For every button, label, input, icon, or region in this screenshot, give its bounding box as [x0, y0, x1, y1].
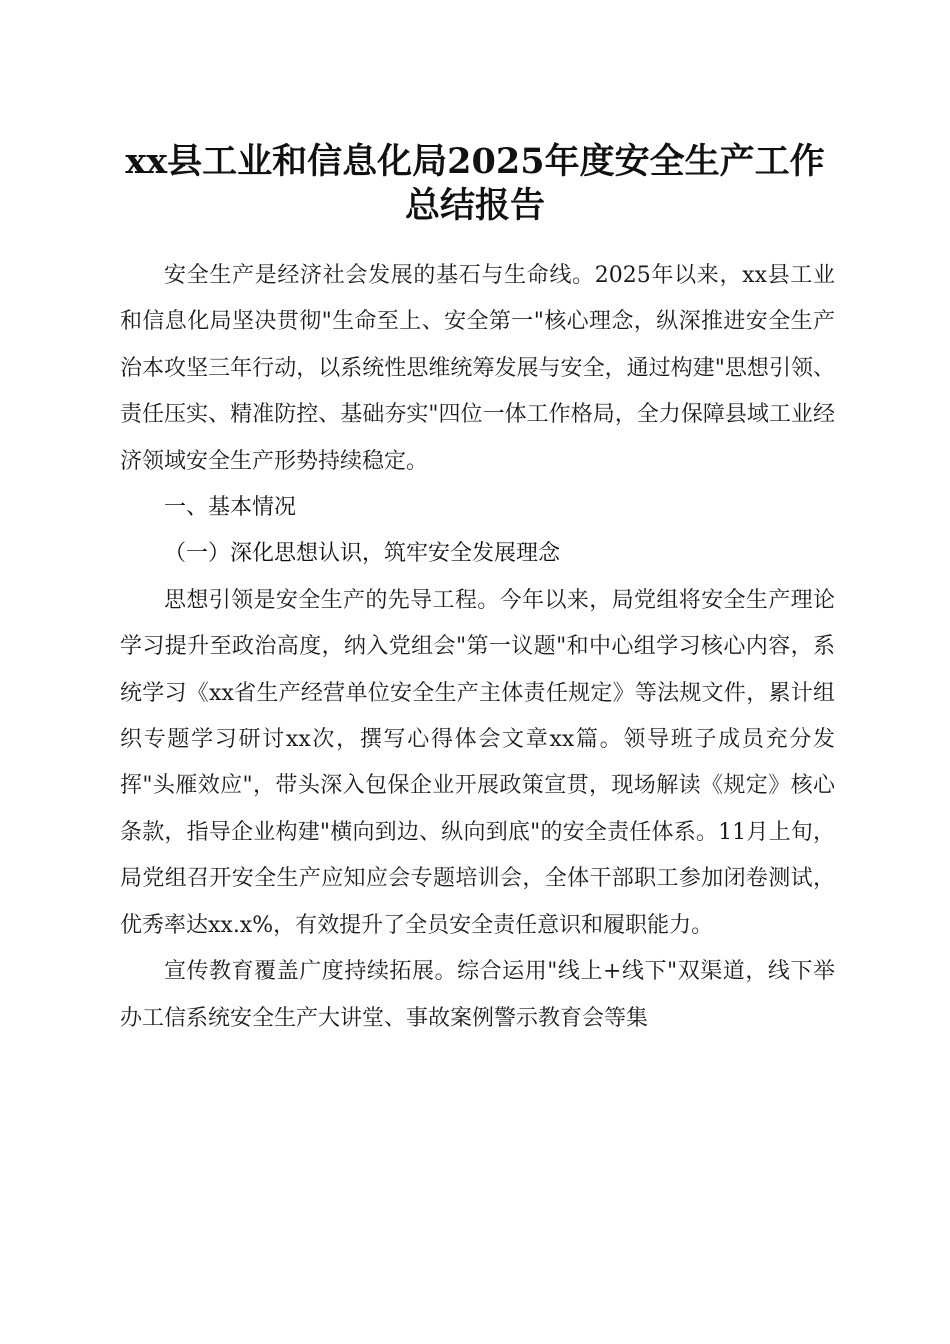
title-line-2: 总结报告: [404, 185, 545, 226]
body-paragraph: 思想引领是安全生产的先导工程。今年以来，局党组将安全生产理论学习提升至政治高度，纳入党组会"第一议题"和中心组学习核心内容，系统学习《xx省生产经营单位安全生产主体责任规定》等法规文件，累计组织专题学习研讨xx次，撰写心得体会文章xx篇。领导班子成员充分发挥"头雁效应"，带头深入包保企业开展政策宣贯，现场解读《规定》核心条款，指导企业构建"横向到边、纵向到底"的安全责任体系。11月上旬，局党组召开安全生产应知应会专题培训会，全体干部职工参加闭卷测试，优秀率达xx.x%，有效提升了全员安全责任意识和履职能力。: [120, 587, 835, 938]
section-heading: 一、基本情况: [164, 495, 297, 521]
document-title: [110, 140, 840, 228]
intro-paragraph: 安全生产是经济社会发展的基石与生命线。2025年以来，xx县工业和信息化局坚决贯彻"生命至上、安全第一"核心理念，纵深推进安全生产治本攻坚三年行动，以系统性思维统筹发展与安全，通过构建"思想引领、责任压实、精准防控、基础夯实"四位一体工作格局，全力保障县域工业经济领域安全生产形势持续稳定。: [120, 263, 835, 474]
body-paragraph: 宣传教育覆盖广度持续拓展。综合运用"线上+线下"双渠道，线下举办工信系统安全生产大讲堂、事故案例警示教育会等集: [120, 959, 835, 1031]
title-line-1: xx县工业和信息化局2025年度安全生产工作: [125, 141, 825, 182]
subsection-heading: （一）深化思想认识，筑牢安全发展理念: [164, 541, 561, 567]
document-body: [120, 253, 835, 1042]
